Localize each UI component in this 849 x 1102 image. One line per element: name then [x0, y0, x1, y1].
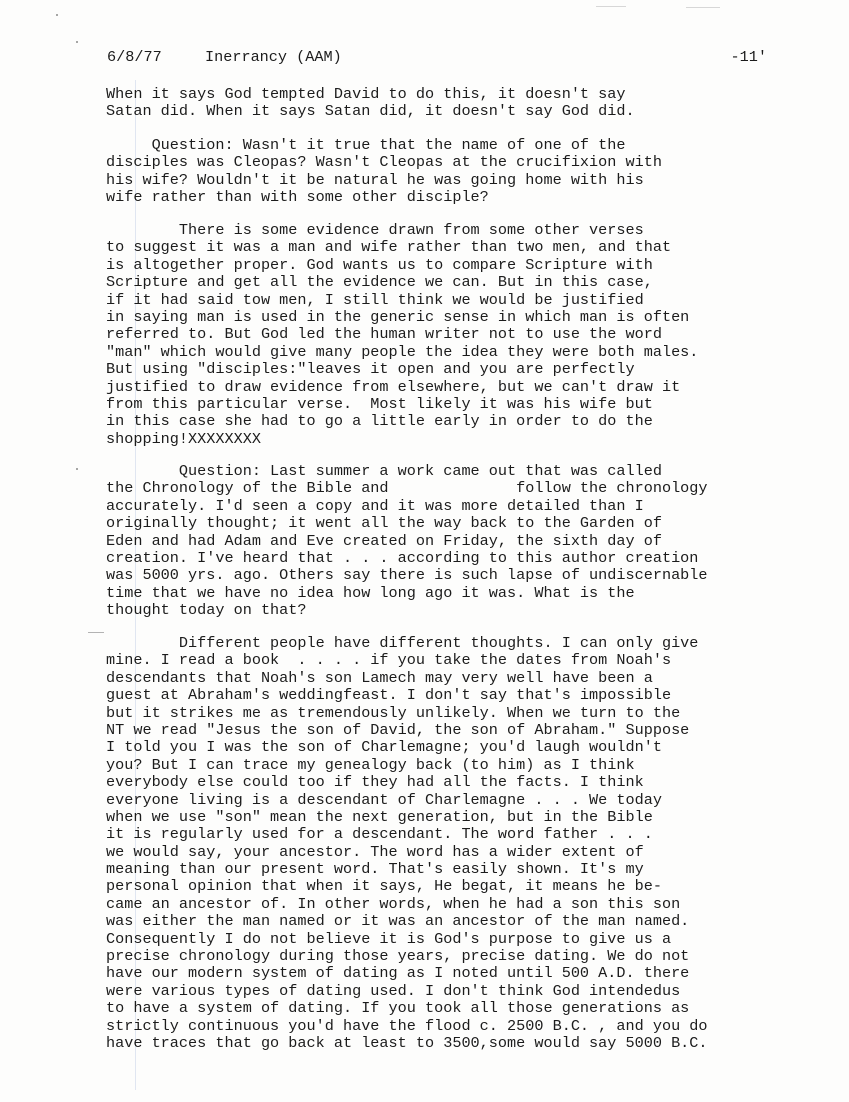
text-line: strictly continuous you'd have the flood c. 2500 B.C. , and you do [106, 1016, 708, 1035]
text-line: it is regularly used for a descendant. The word father . . . [106, 825, 653, 844]
text-line: but it strikes me as tremendously unlikely. When we turn to the [106, 703, 681, 722]
text-line: Different people have different thoughts. I can only give [106, 634, 699, 652]
scan-speck [76, 468, 78, 470]
text-line: Consequently I do not believe it is God's purpose to give us a [106, 929, 672, 948]
text-line: Scripture and get all the evidence we can. But in this case, [106, 273, 653, 292]
text-line: to suggest it was a man and wife rather than two men, and that [106, 238, 672, 257]
text-line: wife rather than with some other disciple? [106, 188, 489, 207]
paragraph-1 [106, 86, 796, 121]
text-line: in this case she had to go a little early in order to do the [106, 412, 653, 431]
text-line: we would say, your ancestor. The word has a wider extent of [106, 842, 644, 861]
text-line: everybody else could too if they had all the facts. I think [106, 773, 644, 792]
text-line: originally thought; it went all the way back to the Garden of [106, 514, 662, 533]
text-line: precise chronology during those years, precise dating. We do not [106, 947, 690, 966]
text-line: time that we have no idea how long ago it was. What is the [106, 583, 635, 602]
text-line: NT we read "Jesus the son of David, the son of Abraham." Suppose [106, 720, 690, 739]
text-line: I told you I was the son of Charlemagne; you'd laugh wouldn't [106, 738, 662, 757]
text-line: guest at Abraham's weddingfeast. I don't say that's impossible [106, 686, 672, 705]
text-line: were various types of dating used. I don't think God intendedus [106, 981, 681, 1000]
text-line: you? But I can trace my genealogy back (to him) as I think [106, 755, 635, 774]
text-line: thought today on that? [106, 601, 307, 620]
scan-speck [76, 41, 78, 43]
scan-mark [88, 632, 104, 633]
text-line: meaning than our present word. That's easily shown. It's my [106, 860, 644, 879]
text-line: to have a system of dating. If you took all those generations as [106, 999, 690, 1018]
text-line: have traces that go back at least to 3500,some would say 5000 B.C. [106, 1033, 708, 1052]
text-line: disciples was Cleopas? Wasn't Cleopas at the crucifixion with [106, 153, 662, 172]
text-line: when we use "son" mean the next generation, but in the Bible [106, 807, 653, 826]
text-line: referred to. But God led the human writer not to use the word [106, 325, 662, 344]
scan-mark [596, 6, 626, 7]
text-line: was either the man named or it was an ancestor of the man named. [106, 912, 690, 931]
text-line: There is some evidence drawn from some other verses [106, 221, 644, 239]
scan-speck [56, 14, 58, 16]
text-line: everyone living is a descendant of Charlemagne . . . We today [106, 790, 662, 809]
header-page-number: -11' [730, 48, 767, 66]
text-line: Eden and had Adam and Eve created on Friday, the sixth day of [106, 531, 662, 550]
text-line: Question: Wasn't it true that the name of one of the [106, 136, 626, 154]
page-header [107, 48, 767, 68]
scan-mark [686, 7, 720, 8]
text-line: came an ancestor of. In other words, when he had a son this son [106, 894, 681, 913]
text-line: mine. I read a book . . . . if you take the dates from Noah's [106, 651, 672, 670]
text-line: accurately. I'd seen a copy and it was more detailed than I [106, 496, 644, 515]
text-line: in saying man is used in the generic sense in which man is often [106, 307, 690, 326]
text-line: descendants that Noah's son Lamech may very well have been a [106, 668, 653, 687]
text-line: But using "disciples:"leaves it open and you are perfectly [106, 360, 635, 379]
paragraph-2-question [106, 137, 796, 207]
text-line: the Chronology of the Bible and follow the chronology [106, 479, 708, 498]
paragraph-4-question [106, 463, 796, 620]
text-line: Satan did. When it says Satan did, it doesn't say God did. [106, 102, 635, 121]
text-line: personal opinion that when it says, He begat, it means he be- [106, 877, 662, 896]
text-line: his wife? Wouldn't it be natural he was going home with his [106, 170, 644, 189]
paragraph-5-answer [106, 635, 796, 1052]
header-title: Inerrancy (AAM) [205, 48, 342, 66]
text-line: creation. I've heard that . . . according to this author creation [106, 548, 699, 567]
text-line: from this particular verse. Most likely it was his wife but [106, 394, 653, 413]
text-line: shopping!XXXXXXXX [106, 429, 261, 448]
text-line: "man" which would give many people the idea they were both males. [106, 342, 699, 361]
text-line: is altogether proper. God wants us to compare Scripture with [106, 255, 653, 274]
paragraph-3-answer [106, 222, 796, 448]
text-line: When it says God tempted David to do this, it doesn't say [106, 85, 626, 103]
text-line: justified to draw evidence from elsewhere, but we can't draw it [106, 377, 681, 396]
text-line: was 5000 yrs. ago. Others say there is such lapse of undiscernable [106, 566, 708, 585]
text-line: have our modern system of dating as I noted until 500 A.D. there [106, 964, 690, 983]
header-date: 6/8/77 [107, 48, 162, 66]
text-line: if it had said tow men, I still think we would be justified [106, 290, 644, 309]
text-line: Question: Last summer a work came out that was called [106, 462, 662, 480]
